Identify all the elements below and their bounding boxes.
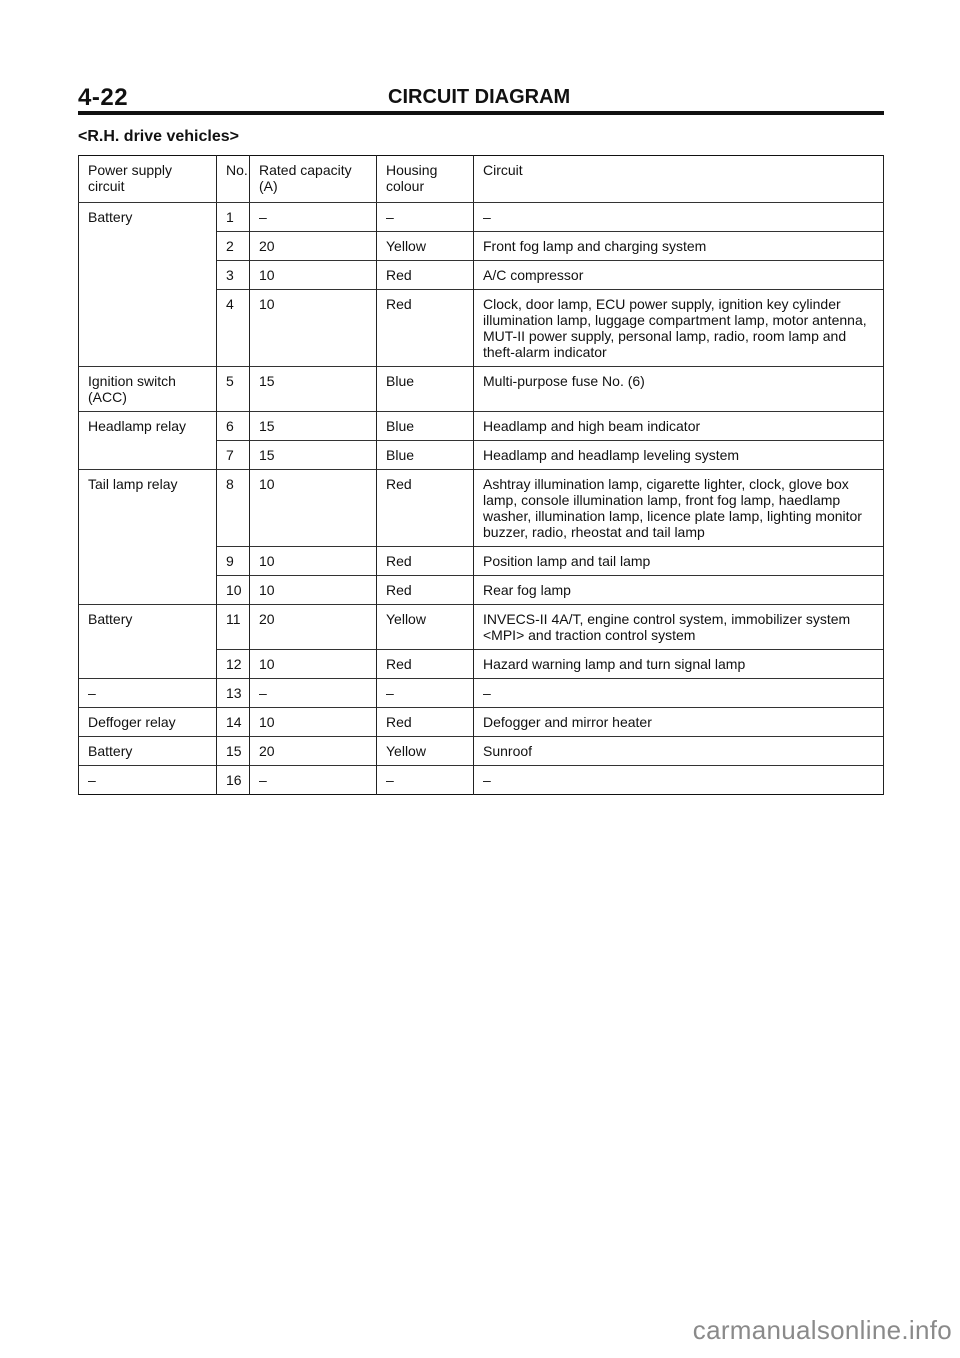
housing-colour-cell: Red <box>377 470 474 547</box>
fuse-number-cell: 1 <box>217 203 250 232</box>
housing-colour-cell: Red <box>377 290 474 367</box>
housing-colour-cell: Red <box>377 650 474 679</box>
housing-colour-cell: Yellow <box>377 232 474 261</box>
table-row <box>79 261 884 290</box>
rated-capacity-cell: – <box>250 766 377 795</box>
circuit-cell: INVECS-II 4A/T, engine control system, immobilizer system <MPI> and traction control system <box>474 605 884 650</box>
fuse-number-cell: 8 <box>217 470 250 547</box>
circuit-cell: – <box>474 679 884 708</box>
circuit-cell: – <box>474 203 884 232</box>
housing-colour-cell: Yellow <box>377 605 474 650</box>
fuse-number-cell: 11 <box>217 605 250 650</box>
page-number: 4-22 <box>78 84 129 111</box>
rated-capacity-cell: 10 <box>250 290 377 367</box>
power-supply-cell <box>79 650 217 679</box>
rated-capacity-cell: 10 <box>250 470 377 547</box>
fuse-number-cell: 6 <box>217 412 250 441</box>
circuit-cell: Sunroof <box>474 737 884 766</box>
fuse-number-cell: 15 <box>217 737 250 766</box>
housing-colour-cell: Red <box>377 576 474 605</box>
housing-colour-cell: Red <box>377 261 474 290</box>
power-supply-cell: Headlamp relay <box>79 412 217 441</box>
fuse-number-cell: 10 <box>217 576 250 605</box>
rated-capacity-cell: 15 <box>250 412 377 441</box>
table-row <box>79 367 884 412</box>
circuit-cell: Headlamp and high beam indicator <box>474 412 884 441</box>
rated-capacity-cell: 10 <box>250 650 377 679</box>
column-header-rated-capacity: Rated capacity (A) <box>250 156 377 203</box>
rated-capacity-cell: 20 <box>250 737 377 766</box>
table-row <box>79 470 884 547</box>
power-supply-cell: Battery <box>79 203 217 232</box>
table-row <box>79 650 884 679</box>
section-title: <R.H. drive vehicles> <box>78 128 239 145</box>
housing-colour-cell: Yellow <box>377 737 474 766</box>
power-supply-cell: Battery <box>79 605 217 650</box>
table-row <box>79 679 884 708</box>
table-body <box>79 203 884 795</box>
table-row <box>79 441 884 470</box>
table-row <box>79 708 884 737</box>
housing-colour-cell: Blue <box>377 367 474 412</box>
housing-colour-cell: Blue <box>377 441 474 470</box>
circuit-cell: Headlamp and headlamp leveling system <box>474 441 884 470</box>
power-supply-cell <box>79 547 217 576</box>
housing-colour-cell: – <box>377 203 474 232</box>
power-supply-cell <box>79 232 217 261</box>
housing-colour-cell: – <box>377 679 474 708</box>
rated-capacity-cell: 20 <box>250 605 377 650</box>
power-supply-cell: Battery <box>79 737 217 766</box>
column-header-circuit: Circuit <box>474 156 884 203</box>
rated-capacity-cell: – <box>250 679 377 708</box>
fuse-number-cell: 7 <box>217 441 250 470</box>
table-row <box>79 412 884 441</box>
column-header-power-supply: Power supply circuit <box>79 156 217 203</box>
power-supply-cell <box>79 576 217 605</box>
table-row <box>79 737 884 766</box>
fuse-number-cell: 16 <box>217 766 250 795</box>
housing-colour-cell: Blue <box>377 412 474 441</box>
table-row <box>79 576 884 605</box>
table-row <box>79 605 884 650</box>
fuse-number-cell: 14 <box>217 708 250 737</box>
fuse-number-cell: 2 <box>217 232 250 261</box>
fuse-number-cell: 12 <box>217 650 250 679</box>
page-title: CIRCUIT DIAGRAM <box>388 86 571 108</box>
power-supply-cell <box>79 290 217 367</box>
fuse-number-cell: 5 <box>217 367 250 412</box>
rated-capacity-cell: 10 <box>250 708 377 737</box>
circuit-cell: Multi-purpose fuse No. (6) <box>474 367 884 412</box>
column-header-no: No. <box>217 156 250 203</box>
table-row <box>79 290 884 367</box>
power-supply-cell: Tail lamp relay <box>79 470 217 547</box>
circuit-cell: Defogger and mirror heater <box>474 708 884 737</box>
fuse-table <box>78 155 884 795</box>
rated-capacity-cell: 15 <box>250 367 377 412</box>
rated-capacity-cell: 15 <box>250 441 377 470</box>
table-row <box>79 203 884 232</box>
housing-colour-cell: – <box>377 766 474 795</box>
watermark: carmanualsonline.info <box>692 1315 952 1345</box>
circuit-cell: Position lamp and tail lamp <box>474 547 884 576</box>
power-supply-cell <box>79 441 217 470</box>
column-header-housing-colour: Housing colour <box>377 156 474 203</box>
circuit-cell: Front fog lamp and charging system <box>474 232 884 261</box>
table-row <box>79 547 884 576</box>
power-supply-cell <box>79 261 217 290</box>
circuit-cell: – <box>474 766 884 795</box>
housing-colour-cell: Red <box>377 708 474 737</box>
table-row <box>79 232 884 261</box>
table-row <box>79 766 884 795</box>
fuse-number-cell: 3 <box>217 261 250 290</box>
fuse-number-cell: 4 <box>217 290 250 367</box>
rated-capacity-cell: 20 <box>250 232 377 261</box>
circuit-cell: Clock, door lamp, ECU power supply, ignition key cylinder illumination lamp, luggage compartment lamp, motor antenna, MUT-II power supply, personal lamp, radio, room lamp and theft-alarm indicator <box>474 290 884 367</box>
power-supply-cell: Ignition switch (ACC) <box>79 367 217 412</box>
circuit-cell: Ashtray illumination lamp, cigarette lighter, clock, glove box lamp, console illumination lamp, front fog lamp, haedlamp washer, illumination lamp, licence plate lamp, lighting monitor buzzer, radio, rheostat and tail lamp <box>474 470 884 547</box>
table-header-row <box>79 156 884 203</box>
circuit-cell: A/C compressor <box>474 261 884 290</box>
power-supply-cell: Deffoger relay <box>79 708 217 737</box>
fuse-number-cell: 9 <box>217 547 250 576</box>
circuit-cell: Rear fog lamp <box>474 576 884 605</box>
housing-colour-cell: Red <box>377 547 474 576</box>
power-supply-cell: – <box>79 679 217 708</box>
rated-capacity-cell: 10 <box>250 261 377 290</box>
circuit-cell: Hazard warning lamp and turn signal lamp <box>474 650 884 679</box>
rated-capacity-cell: 10 <box>250 576 377 605</box>
rated-capacity-cell: 10 <box>250 547 377 576</box>
header-rule <box>78 111 884 115</box>
power-supply-cell: – <box>79 766 217 795</box>
fuse-number-cell: 13 <box>217 679 250 708</box>
rated-capacity-cell: – <box>250 203 377 232</box>
